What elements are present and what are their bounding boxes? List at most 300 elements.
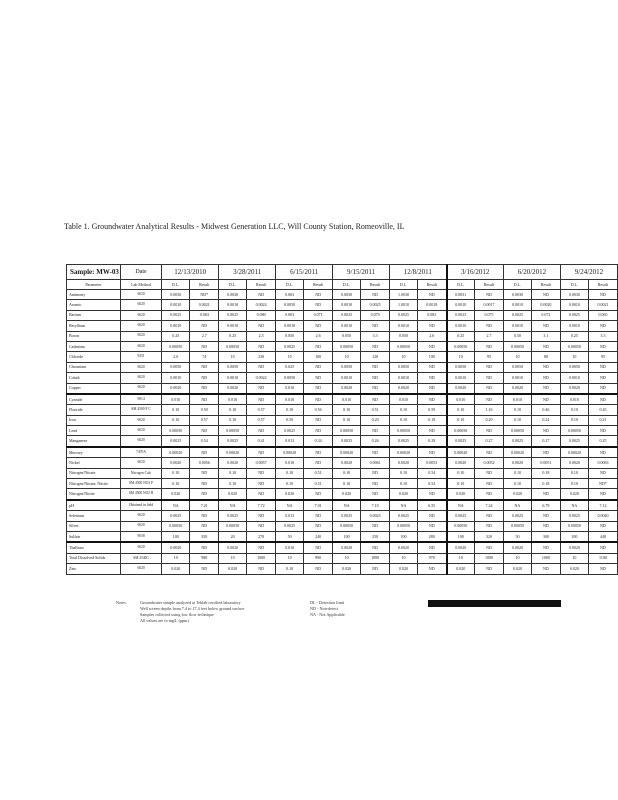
result-cell: ND [531, 321, 560, 331]
dl-cell: 0.020 [333, 489, 361, 500]
dl-cell: 0.0050 [276, 373, 304, 383]
dl-cell: 0.0025 [219, 436, 247, 447]
parameter-cell: Nitrogen/Nitrate, Nitrite [67, 479, 121, 489]
dl-cell: NA [219, 500, 247, 511]
table-row [67, 310, 618, 320]
dl-cell: 0.0020 [162, 458, 190, 468]
result-cell: ND [474, 290, 503, 300]
dl-cell: 0.10 [333, 468, 361, 478]
result-cell: ND [247, 362, 276, 372]
note-line: Groundwater sample analyzed at Teklab certified laboratory [140, 600, 241, 605]
parameter-cell: Nickel [67, 458, 121, 468]
result-cell: ND [588, 564, 617, 574]
dl-cell: 0.00050 [219, 521, 247, 531]
result-cell: ND [247, 468, 276, 478]
lab-method-cell: SM 4500 F C [120, 405, 161, 415]
result-cell: 1000 [247, 553, 276, 563]
result-cell: 970 [418, 553, 447, 563]
dl-cell: 0.10 [503, 415, 531, 425]
dl-cell: 10 [333, 352, 361, 362]
dl-cell: 0.020 [560, 489, 588, 500]
dl-cell: 0.0010 [162, 373, 190, 383]
dl-cell: 0.00050 [162, 521, 190, 531]
dl-cell: 0.0030 [333, 290, 361, 300]
dl-cell: 0.0050 [276, 300, 304, 310]
result-cell: ND [588, 321, 617, 331]
dl-cell: 0.0010 [219, 321, 247, 331]
dl-cell: 0.0031 [447, 290, 475, 300]
result-cell: 300 [531, 531, 560, 542]
result-cell: ND [474, 394, 503, 405]
result-cell: 0.51 [361, 405, 390, 415]
lab-method-cell: 9251 [120, 352, 161, 362]
result-cell: 0.079 [361, 310, 390, 320]
result-cell: 0.56 [304, 405, 333, 415]
result-cell: 0.57 [247, 405, 276, 415]
result-cell: ND [531, 341, 560, 351]
result-cell: 3.3 [588, 331, 617, 341]
dl-cell: 0.10 [503, 405, 531, 415]
dl-cell: 0.0025 [162, 310, 190, 320]
dl-cell: 0.10 [162, 468, 190, 478]
table-row [67, 511, 618, 521]
legend-block [310, 600, 345, 618]
result-cell: ND [304, 373, 333, 383]
result-cell: ND [304, 415, 333, 425]
table-row [67, 290, 618, 300]
dl-cell: 0.0025 [276, 426, 304, 436]
result-cell: 100 [418, 352, 447, 362]
dl-cell: 0.0010 [390, 373, 418, 383]
result-cell: 7.10 [361, 500, 390, 511]
dl-cell: 0.0020 [333, 542, 361, 553]
dl-header: D.L. [560, 280, 588, 290]
table-caption: Table 1. Groundwater Analytical Results - Midwest Generation LLC, Will County Station, Romeoville, IL [64, 222, 405, 231]
result-cell: ND [304, 362, 333, 372]
result-cell: ND [361, 321, 390, 331]
dl-cell: 50 [276, 531, 304, 542]
result-cell: 0.54 [418, 479, 447, 489]
result-cell: ND [418, 394, 447, 405]
date-header: 12/8/2011 [390, 265, 447, 280]
table-row [67, 383, 618, 394]
lab-method-cell: 6020 [120, 341, 161, 351]
result-cell: 7.72 [247, 500, 276, 511]
dl-cell: 0.10 [276, 405, 304, 415]
parameter-cell: Chromium [67, 362, 121, 372]
table-row [67, 405, 618, 415]
dl-cell: 0.10 [390, 479, 418, 489]
dl-cell: 0.10 [276, 564, 304, 574]
dl-cell: NA [560, 500, 588, 511]
dl-cell: 0.00050 [162, 341, 190, 351]
dl-cell: 0.0025 [503, 511, 531, 521]
result-cell: ND [588, 426, 617, 436]
result-cell: 2.7 [474, 331, 503, 341]
dl-cell: 0.10 [162, 479, 190, 489]
result-cell: 0.0018 [418, 300, 447, 310]
lab-method-cell: 6020 [120, 458, 161, 468]
result-cell: ND [588, 373, 617, 383]
dl-cell: 0.0025 [560, 310, 588, 320]
result-cell: ND [190, 542, 219, 553]
result-cell: ND [418, 341, 447, 351]
dl-cell: 0.010 [219, 394, 247, 405]
date-header: 6/20/2012 [503, 265, 560, 280]
dl-cell: 0.0025 [447, 511, 475, 521]
lab-method-cell: SM 4500 NO2 B [120, 489, 161, 500]
result-cell: 0.59 [418, 405, 447, 415]
parameter-cell: pH [67, 500, 121, 511]
dl-cell: 100 [333, 531, 361, 542]
date-label: Date [120, 265, 161, 280]
dl-cell: 10 [447, 553, 475, 563]
dl-cell: 0.00050 [503, 341, 531, 351]
result-cell: 230 [247, 352, 276, 362]
result-header: Result [418, 280, 447, 290]
dl-cell: 0.010 [276, 383, 304, 394]
dl-cell: 0.00050 [390, 521, 418, 531]
result-cell: ND [190, 564, 219, 574]
dl-cell: 0.020 [162, 564, 190, 574]
parameter-header: Parameter [67, 280, 121, 290]
result-cell: ND [588, 290, 617, 300]
table-row [67, 564, 618, 574]
date-header: 6/15/2011 [276, 265, 333, 280]
dl-cell: 0.0025 [276, 341, 304, 351]
lab-method-cell: 6020 [120, 331, 161, 341]
dl-cell: 0.00020 [219, 447, 247, 458]
dl-cell: 0.0010 [219, 373, 247, 383]
result-cell: ND [190, 373, 219, 383]
result-cell: ND [247, 290, 276, 300]
result-cell: 0.0017 [474, 300, 503, 310]
groundwater-results-table [66, 264, 618, 575]
table-row [67, 331, 618, 341]
result-cell: ND [190, 321, 219, 331]
result-cell: 0.51 [304, 468, 333, 478]
dl-cell: 0.10 [219, 468, 247, 478]
lab-method-cell: SM 4500 NO3 F [120, 479, 161, 489]
dl-cell: 10 [219, 352, 247, 362]
lab-method-cell: 6020 [120, 415, 161, 425]
dl-cell: 0.10 [447, 479, 475, 489]
result-header: Result [304, 280, 333, 290]
result-cell: 0.57 [190, 415, 219, 425]
parameter-cell: Cadmium [67, 341, 121, 351]
result-cell: ND [361, 468, 390, 478]
dl-cell: 0.10 [162, 415, 190, 425]
note-line: Well screen depths from 7.4 to 17.4 feet below ground surface [140, 606, 245, 611]
result-cell: 120 [361, 352, 390, 362]
result-cell: ND [588, 394, 617, 405]
result-cell: ND [361, 542, 390, 553]
lab-method-cell: 9014 [120, 394, 161, 405]
dl-cell: 0.0030 [219, 290, 247, 300]
dl-cell: 0.10 [447, 415, 475, 425]
dl-cell: 0.0010 [276, 321, 304, 331]
result-cell: ND [361, 479, 390, 489]
dl-cell: 0.25 [162, 331, 190, 341]
dl-cell: 0.0020 [219, 542, 247, 553]
dl-cell: 0.10 [560, 405, 588, 415]
lab-method-cell: Nitrogen Calc [120, 468, 161, 478]
dl-cell: 2.0 [162, 352, 190, 362]
parameter-cell: Selenium [67, 511, 121, 521]
dl-cell: 0.10 [219, 479, 247, 489]
dl-cell: 0.010 [276, 394, 304, 405]
dl-cell: 100 [162, 531, 190, 542]
dl-cell: 0.25 [560, 331, 588, 341]
result-cell: ND [190, 341, 219, 351]
result-cell: ND [304, 564, 333, 574]
dl-cell: 100 [390, 531, 418, 542]
parameter-cell: Mercury [67, 447, 121, 458]
dl-cell: 0.00050 [333, 521, 361, 531]
result-cell: 7.21 [190, 500, 219, 511]
result-cell: ND [304, 290, 333, 300]
result-cell: ND [190, 521, 219, 531]
dl-cell: 0.00020 [162, 447, 190, 458]
result-cell: 0.0051 [531, 458, 560, 468]
dl-cell: 0.020 [503, 564, 531, 574]
lab-method-cell: Obtained in field [120, 500, 161, 511]
lab-method-cell: 6020 [120, 300, 161, 310]
dl-cell: NA [503, 500, 531, 511]
result-cell: 270 [247, 531, 276, 542]
dl-cell: 10 [276, 553, 304, 563]
parameter-cell: Beryllium [67, 321, 121, 331]
dl-cell: 0.10 [162, 405, 190, 415]
dl-cell: 0.00020 [560, 447, 588, 458]
result-cell: 990 [304, 553, 333, 563]
result-cell: ND [247, 511, 276, 521]
result-cell: 0.29 [418, 436, 447, 447]
dl-cell: 0.10 [447, 468, 475, 478]
table-row [67, 321, 618, 331]
lab-method-cell: 6020 [120, 290, 161, 300]
result-cell: 0.54 [190, 436, 219, 447]
result-cell: ND [190, 479, 219, 489]
dl-cell: 0.0010 [333, 300, 361, 310]
result-cell: 6.79 [531, 500, 560, 511]
result-cell: ND [418, 290, 447, 300]
dl-cell: 10 [333, 553, 361, 563]
dl-cell: 0.013 [276, 511, 304, 521]
table-row [67, 542, 618, 553]
parameter-cell: Boron [67, 331, 121, 341]
dl-cell: 0.10 [276, 479, 304, 489]
dl-cell: 0.0020 [162, 383, 190, 394]
result-cell: 0.0024 [247, 300, 276, 310]
result-cell: ND [588, 383, 617, 394]
result-cell: ND [304, 489, 333, 500]
dl-cell: 0.0020 [447, 458, 475, 468]
parameter-cell: Zinc [67, 564, 121, 574]
parameter-cell: Antimony [67, 290, 121, 300]
dl-header: D.L. [503, 280, 531, 290]
result-cell: ND [531, 521, 560, 531]
dl-cell: 0.00050 [390, 341, 418, 351]
dl-cell: 0.0050 [560, 362, 588, 372]
dl-cell: 0.0010 [560, 373, 588, 383]
dl-cell: 0.10 [390, 405, 418, 415]
dl-cell: 0.10 [390, 415, 418, 425]
dl-cell: 0.0010 [560, 300, 588, 310]
dl-cell: 0.0020 [333, 458, 361, 468]
dl-cell: 0.0025 [503, 310, 531, 320]
result-cell: 0.41 [247, 436, 276, 447]
table-row [67, 373, 618, 383]
result-cell: 240 [304, 531, 333, 542]
result-cell: 0.0053 [418, 458, 447, 468]
result-cell: 440 [588, 531, 617, 542]
table-row [67, 489, 618, 500]
dl-cell: 0.020 [503, 489, 531, 500]
result-cell: 0.50 [190, 405, 219, 415]
dl-cell: 0.0025 [390, 511, 418, 521]
result-cell: 1000 [531, 553, 560, 563]
result-cell: ND [304, 447, 333, 458]
result-cell: ND [418, 383, 447, 394]
table-row [67, 521, 618, 531]
result-cell: ND [531, 362, 560, 372]
table-row [67, 458, 618, 468]
result-cell: ND [474, 542, 503, 553]
dl-cell: 0.010 [333, 394, 361, 405]
lab-method-cell: SM 2540C [120, 553, 161, 563]
dl-cell: 0.25 [219, 331, 247, 341]
result-cell: ND [361, 564, 390, 574]
result-cell: 0.0061 [361, 458, 390, 468]
dl-cell: 0.0050 [447, 362, 475, 372]
lab-method-cell: 9038 [120, 531, 161, 542]
lab-method-cell: 6020 [120, 362, 161, 372]
dl-cell: 0.0025 [447, 310, 475, 320]
dl-header: D.L. [333, 280, 361, 290]
dl-cell: 0.0010 [333, 373, 361, 383]
date-header: 3/28/2011 [219, 265, 276, 280]
result-cell: 6.55 [418, 500, 447, 511]
result-cell: ND [190, 468, 219, 478]
result-cell: ND [474, 426, 503, 436]
result-cell: ND [531, 447, 560, 458]
dl-cell: 10 [390, 352, 418, 362]
dl-cell: NA [276, 500, 304, 511]
result-cell: 0.0022 [247, 373, 276, 383]
result-cell: 2.7 [190, 331, 219, 341]
result-cell: 0.27 [474, 436, 503, 447]
dl-cell: 0.010 [503, 394, 531, 405]
dl-cell: 0.020 [276, 489, 304, 500]
result-cell: ND [304, 321, 333, 331]
table-row [67, 415, 618, 425]
result-cell: ND [474, 511, 503, 521]
dl-cell: 0.50 [276, 415, 304, 425]
dl-header: D.L. [219, 280, 247, 290]
dl-header: D.L. [276, 280, 304, 290]
note-line: Samples collected using low flow technique [140, 612, 214, 617]
note-line: All values are in mg/L (ppm) [140, 618, 189, 623]
dl-cell: 0.0025 [219, 511, 247, 521]
dl-header: D.L. [162, 280, 190, 290]
parameter-cell: Sulfate [67, 531, 121, 542]
result-header: Result [588, 280, 617, 290]
result-cell: 2.5 [247, 331, 276, 341]
dl-cell: 0.010 [447, 394, 475, 405]
result-cell: ND [588, 447, 617, 458]
dl-cell: 0.0010 [162, 300, 190, 310]
dl-cell: 0.010 [162, 394, 190, 405]
dl-cell: 0.00050 [503, 426, 531, 436]
result-cell: ND [418, 362, 447, 372]
dl-cell: 0.050 [333, 331, 361, 341]
dl-cell: 0.00020 [276, 447, 304, 458]
dl-cell: 0.0010 [503, 300, 531, 310]
result-cell: 250 [361, 531, 390, 542]
result-cell: ND [304, 542, 333, 553]
dl-cell: 0.020 [560, 564, 588, 574]
dl-cell: 0.0050 [162, 362, 190, 372]
result-cell: ND [474, 479, 503, 489]
dl-cell: 0.0020 [447, 383, 475, 394]
table-row [67, 352, 618, 362]
dl-cell: 0.0025 [333, 310, 361, 320]
dl-cell: 0.0020 [503, 542, 531, 553]
result-cell: ND [418, 373, 447, 383]
header-row-columns [67, 280, 618, 290]
parameter-cell: Iron [67, 415, 121, 425]
result-cell: ND [531, 394, 560, 405]
dl-cell: 0.0010 [447, 373, 475, 383]
dl-header: D.L. [390, 280, 418, 290]
result-cell: 0.45 [588, 405, 617, 415]
dl-cell: 0.013 [276, 436, 304, 447]
dl-cell: 1.0030 [390, 290, 418, 300]
dl-cell: 0.0020 [560, 542, 588, 553]
result-header: Result [190, 280, 219, 290]
result-cell: 3.1 [531, 331, 560, 341]
result-cell: ND [418, 321, 447, 331]
result-cell: ND* [190, 290, 219, 300]
result-cell: ND [474, 321, 503, 331]
dl-cell: 0.10 [503, 468, 531, 478]
dl-cell: 0.010 [276, 542, 304, 553]
dl-cell: 10 [162, 553, 190, 563]
legend-line: ND - Non-detect [310, 606, 339, 611]
result-cell: ND [190, 426, 219, 436]
dl-cell: 10 [560, 553, 588, 563]
dl-cell: 0.020 [390, 489, 418, 500]
dl-cell: 100 [560, 531, 588, 542]
dl-cell: 0.00050 [447, 341, 475, 351]
table-row [67, 468, 618, 478]
dl-cell: 0.0020 [390, 542, 418, 553]
result-cell: ND [588, 362, 617, 372]
parameter-cell: Cyanide [67, 394, 121, 405]
dl-cell: 10 [503, 352, 531, 362]
result-cell: 0.0063 [588, 458, 617, 468]
result-header: Result [361, 280, 390, 290]
result-cell: ND [474, 373, 503, 383]
dl-cell: 0.0050 [503, 362, 531, 372]
lab-method-cell: 6020 [120, 373, 161, 383]
parameter-cell: Thallium [67, 542, 121, 553]
lab-method-cell: 6020 [120, 564, 161, 574]
parameter-cell: Nitrogen/Nitrate [67, 468, 121, 478]
result-cell: 0.34 [304, 436, 333, 447]
result-cell: 0.26 [361, 436, 390, 447]
